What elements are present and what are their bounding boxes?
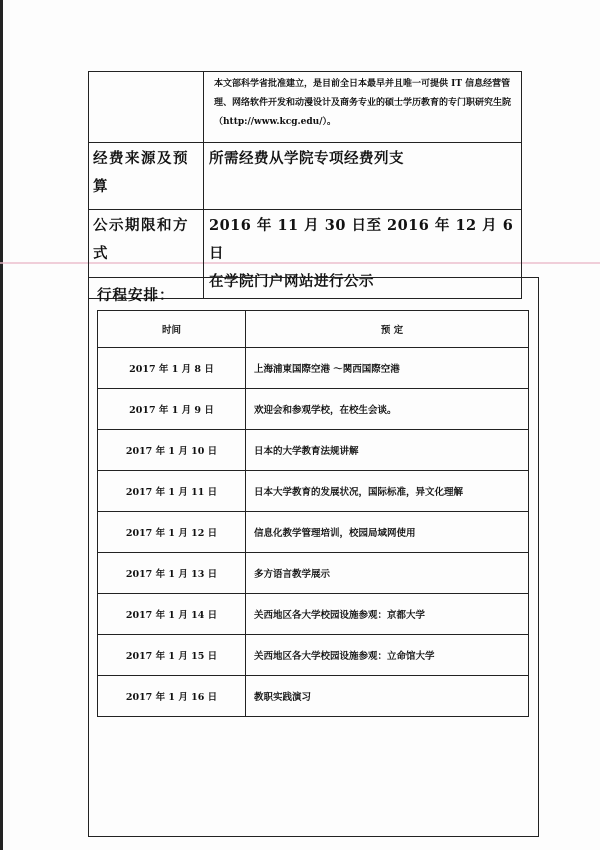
info-value-funding: 所需经费从学院专项经费列支 [204, 143, 522, 210]
row-date: 2017 年 1 月 16 日 [98, 676, 246, 717]
header-date: 时间 [98, 311, 246, 348]
row-date: 2017 年 1 月 15 日 [98, 635, 246, 676]
row-date: 2017 年 1 月 9 日 [98, 389, 246, 430]
table-row [98, 471, 529, 512]
info-row-intro [89, 72, 522, 143]
row-plan: 关西地区各大学校园设施参观：京都大学 [246, 594, 529, 635]
row-date: 2017 年 1 月 10 日 [98, 430, 246, 471]
table-row [98, 512, 529, 553]
header-plan: 预 定 [246, 311, 529, 348]
row-date: 2017 年 1 月 13 日 [98, 553, 246, 594]
itinerary-table [97, 310, 529, 717]
row-date: 2017 年 1 月 12 日 [98, 512, 246, 553]
table-row [98, 389, 529, 430]
table-row [98, 348, 529, 389]
row-plan: 日本的大学教育法规讲解 [246, 430, 529, 471]
row-plan: 关西地区各大学校园设施参观：立命馆大学 [246, 635, 529, 676]
table-row [98, 635, 529, 676]
info-label-empty [89, 72, 204, 143]
row-date: 2017 年 1 月 11 日 [98, 471, 246, 512]
info-label-funding: 经费来源及预算 [89, 143, 204, 210]
table-row [98, 594, 529, 635]
row-plan: 欢迎会和参观学校，在校生会谈。 [246, 389, 529, 430]
info-row-funding [89, 143, 522, 210]
row-plan: 多方语言教学展示 [246, 553, 529, 594]
row-plan: 上海浦東国際空港 〜関西国際空港 [246, 348, 529, 389]
publicity-period: 2016 年 11 月 30 日至 2016 年 12 月 6 日 [209, 217, 514, 262]
info-table [88, 71, 522, 299]
itinerary-header-row [98, 311, 529, 348]
itinerary-title: 行程安排： [97, 287, 175, 304]
row-date: 2017 年 1 月 14 日 [98, 594, 246, 635]
row-plan: 信息化教学管理培训，校园局域网使用 [246, 512, 529, 553]
row-plan: 教职实践演习 [246, 676, 529, 717]
itinerary-section [88, 277, 539, 837]
info-intro-text: 本文部科学省批准建立，是目前全日本最早并且唯一可提供 IT 信息经营管理、网络软件开发和动漫设计及商务专业的硕士学历教育的专门职研究生院（http://www.kcg.edu/）。 [204, 72, 522, 143]
table-row [98, 553, 529, 594]
info-label-publicity: 公示期限和方式 [89, 210, 204, 299]
row-date: 2017 年 1 月 8 日 [98, 348, 246, 389]
table-row [98, 676, 529, 717]
table-row [98, 430, 529, 471]
scan-edge [0, 0, 3, 850]
publicity-method: 在学院门户网站进行公示 [209, 273, 374, 290]
row-plan: 日本大学教育的发展状况，国际标准，异文化理解 [246, 471, 529, 512]
